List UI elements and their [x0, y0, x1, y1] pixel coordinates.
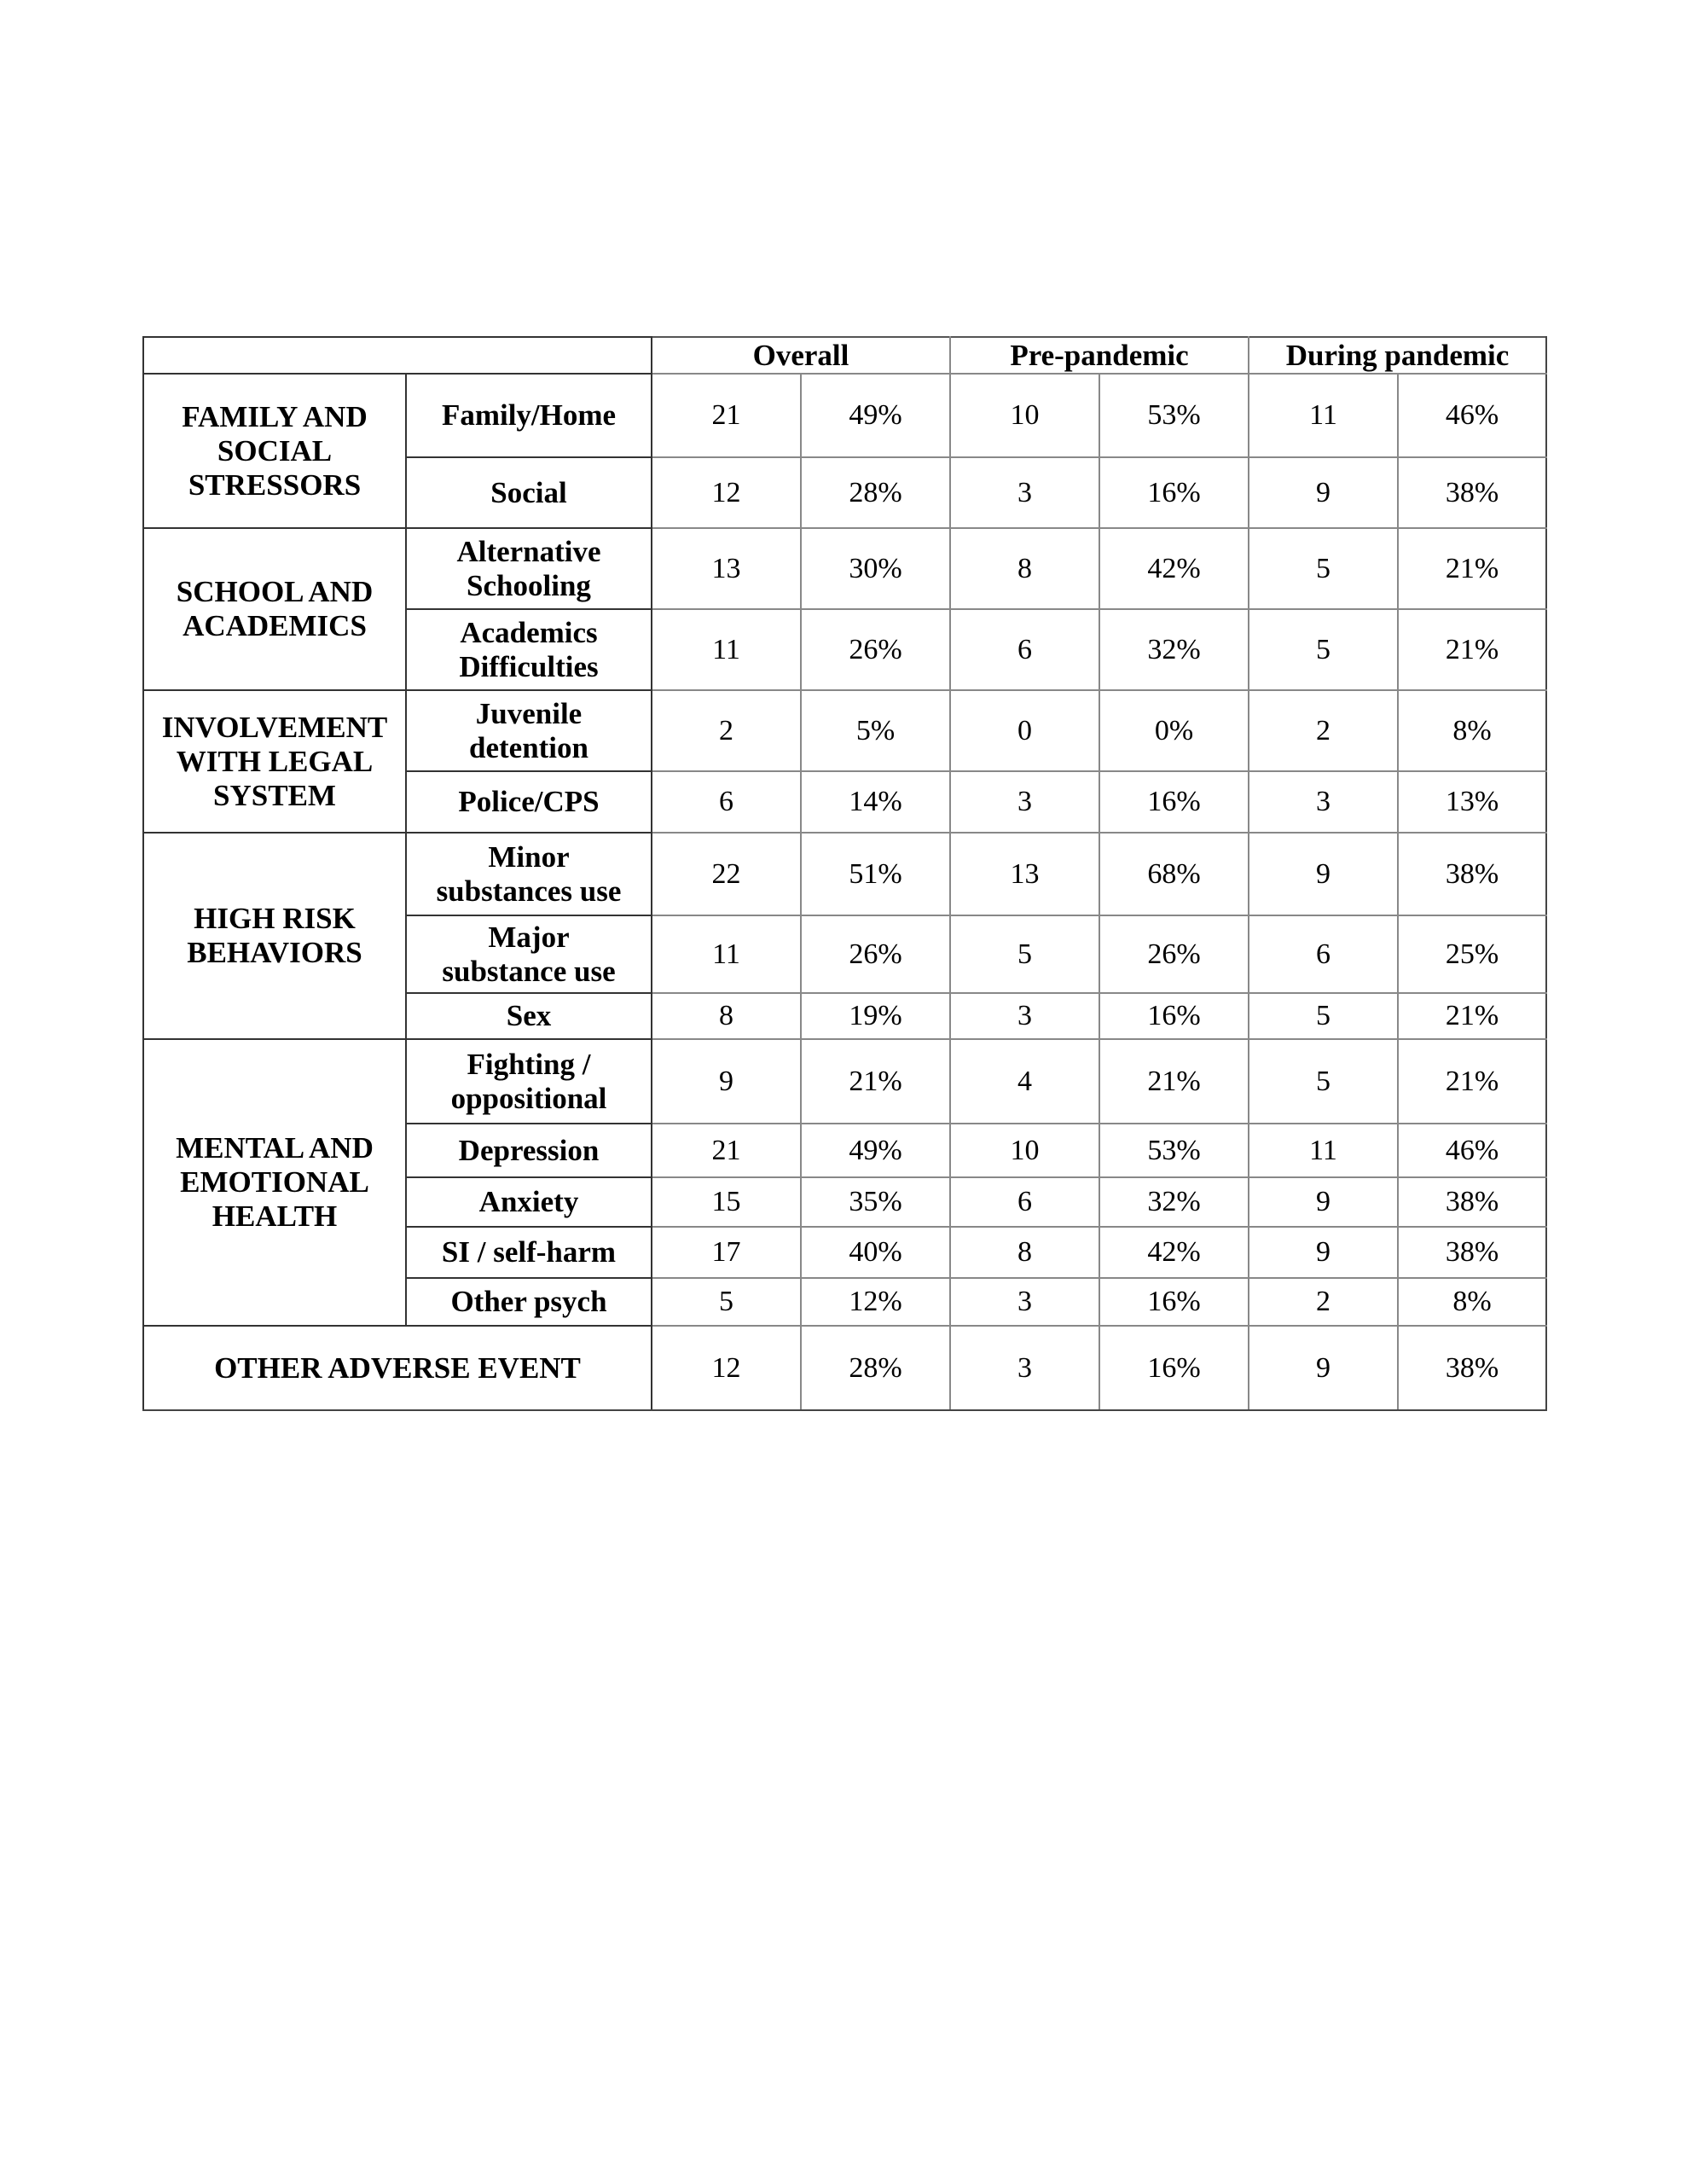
percent-cell: 21% — [1099, 1039, 1249, 1124]
row-label-cell — [406, 1227, 652, 1278]
header-pre-pandemic: Pre-pandemic — [950, 337, 1249, 374]
adverse-events-table — [142, 336, 1547, 1411]
percent-cell: 38% — [1398, 833, 1546, 915]
count-cell: 8 — [652, 993, 801, 1039]
percent-cell: 42% — [1099, 528, 1249, 609]
count-cell: 8 — [950, 528, 1099, 609]
percent-cell: 12% — [801, 1278, 950, 1326]
percent-cell: 32% — [1099, 1177, 1249, 1227]
row-label-cell — [406, 1177, 652, 1227]
percent-cell: 38% — [1398, 1227, 1546, 1278]
row-label-cell — [406, 833, 652, 915]
percent-cell: 53% — [1099, 1124, 1249, 1177]
count-cell: 9 — [1249, 833, 1398, 915]
percent-cell: 46% — [1398, 374, 1546, 457]
count-cell: 11 — [652, 609, 801, 690]
percent-cell: 21% — [1398, 528, 1546, 609]
row-label: Depression — [458, 1133, 600, 1167]
table-row — [143, 1039, 1546, 1124]
percent-cell: 19% — [801, 993, 950, 1039]
count-cell: 3 — [950, 1278, 1099, 1326]
count-cell: 0 — [950, 690, 1099, 771]
count-cell: 21 — [652, 374, 801, 457]
percent-cell: 8% — [1398, 1278, 1546, 1326]
count-cell: 5 — [950, 915, 1099, 993]
count-cell: 5 — [1249, 1039, 1398, 1124]
percent-cell: 53% — [1099, 374, 1249, 457]
percent-cell: 16% — [1099, 1326, 1249, 1410]
percent-cell: 26% — [801, 915, 950, 993]
count-cell: 6 — [652, 771, 801, 833]
row-label-cell — [406, 771, 652, 833]
percent-cell: 49% — [801, 374, 950, 457]
percent-cell: 16% — [1099, 771, 1249, 833]
percent-cell: 28% — [801, 457, 950, 528]
count-cell: 2 — [1249, 1278, 1398, 1326]
count-cell: 3 — [950, 457, 1099, 528]
row-label: Major substance use — [442, 920, 616, 988]
table-row — [143, 833, 1546, 915]
percent-cell: 51% — [801, 833, 950, 915]
percent-cell: 26% — [1099, 915, 1249, 993]
percent-cell: 21% — [801, 1039, 950, 1124]
percent-cell: 14% — [801, 771, 950, 833]
percent-cell: 0% — [1099, 690, 1249, 771]
count-cell: 2 — [1249, 690, 1398, 771]
percent-cell: 26% — [801, 609, 950, 690]
count-cell: 10 — [950, 374, 1099, 457]
category-cell — [143, 1039, 406, 1326]
category-label: INVOLVEMENT WITH LEGAL SYSTEM — [161, 710, 388, 812]
percent-cell: 16% — [1099, 1278, 1249, 1326]
count-cell: 4 — [950, 1039, 1099, 1124]
count-cell: 9 — [1249, 1177, 1398, 1227]
percent-cell: 35% — [801, 1177, 950, 1227]
category-label: HIGH RISK BEHAVIORS — [187, 902, 362, 969]
count-cell: 6 — [1249, 915, 1398, 993]
percent-cell: 8% — [1398, 690, 1546, 771]
count-cell: 9 — [1249, 457, 1398, 528]
percent-cell: 21% — [1398, 609, 1546, 690]
count-cell: 10 — [950, 1124, 1099, 1177]
row-label-cell — [406, 690, 652, 771]
percent-cell: 49% — [801, 1124, 950, 1177]
percent-cell: 38% — [1398, 1326, 1546, 1410]
percent-cell: 68% — [1099, 833, 1249, 915]
row-label-cell — [406, 609, 652, 690]
table-row — [143, 374, 1546, 457]
percent-cell: 46% — [1398, 1124, 1546, 1177]
row-label: Police/CPS — [458, 785, 600, 818]
table-row — [143, 528, 1546, 609]
row-label-cell — [406, 457, 652, 528]
count-cell: 5 — [1249, 528, 1398, 609]
count-cell: 3 — [950, 993, 1099, 1039]
count-cell: 6 — [950, 609, 1099, 690]
count-cell: 6 — [950, 1177, 1099, 1227]
row-label-cell — [406, 1039, 652, 1124]
row-label: Academics Difficulties — [459, 615, 599, 683]
table-row-other-adverse-event — [143, 1326, 1546, 1410]
row-label: Alternative Schooling — [456, 534, 601, 602]
percent-cell: 38% — [1398, 1177, 1546, 1227]
header-row — [143, 337, 1546, 374]
row-label-cell — [406, 915, 652, 993]
count-cell: 11 — [652, 915, 801, 993]
percent-cell: 16% — [1099, 457, 1249, 528]
count-cell: 9 — [1249, 1326, 1398, 1410]
percent-cell: 5% — [801, 690, 950, 771]
row-label-cell — [406, 374, 652, 457]
percent-cell: 25% — [1398, 915, 1546, 993]
category-label: SCHOOL AND ACADEMICS — [176, 575, 374, 642]
header-overall: Overall — [652, 337, 950, 374]
count-cell: 8 — [950, 1227, 1099, 1278]
percent-cell: 21% — [1398, 1039, 1546, 1124]
category-cell — [143, 690, 406, 833]
percent-cell: 40% — [801, 1227, 950, 1278]
row-label-cell — [406, 1124, 652, 1177]
row-label-cell — [406, 993, 652, 1039]
header-blank-cell — [143, 337, 652, 374]
percent-cell: 32% — [1099, 609, 1249, 690]
row-label: Sex — [506, 999, 552, 1032]
count-cell: 21 — [652, 1124, 801, 1177]
count-cell: 11 — [1249, 374, 1398, 457]
row-label: SI / self-harm — [441, 1235, 617, 1269]
row-label: Fighting / oppositional — [450, 1047, 607, 1115]
count-cell: 12 — [652, 457, 801, 528]
percent-cell: 30% — [801, 528, 950, 609]
category-cell — [143, 833, 406, 1039]
category-cell — [143, 374, 406, 528]
row-label-cell — [406, 528, 652, 609]
percent-cell: 13% — [1398, 771, 1546, 833]
category-cell — [143, 528, 406, 690]
row-label-cell — [406, 1278, 652, 1326]
category-label: FAMILY AND SOCIAL STRESSORS — [182, 399, 368, 502]
other-adverse-event-label: OTHER ADVERSE EVENT — [143, 1326, 652, 1410]
count-cell: 17 — [652, 1227, 801, 1278]
count-cell: 13 — [652, 528, 801, 609]
row-label: Family/Home — [441, 398, 617, 432]
percent-cell: 42% — [1099, 1227, 1249, 1278]
count-cell: 2 — [652, 690, 801, 771]
percent-cell: 28% — [801, 1326, 950, 1410]
row-label: Juvenile detention — [469, 696, 588, 764]
count-cell: 5 — [1249, 993, 1398, 1039]
table-row — [143, 690, 1546, 771]
count-cell: 15 — [652, 1177, 801, 1227]
count-cell: 11 — [1249, 1124, 1398, 1177]
count-cell: 3 — [950, 1326, 1099, 1410]
count-cell: 3 — [1249, 771, 1398, 833]
row-label: Anxiety — [478, 1185, 579, 1218]
count-cell: 9 — [652, 1039, 801, 1124]
row-label: Social — [490, 475, 567, 509]
percent-cell: 16% — [1099, 993, 1249, 1039]
row-label: Other psych — [450, 1285, 607, 1318]
percent-cell: 21% — [1398, 993, 1546, 1039]
count-cell: 3 — [950, 771, 1099, 833]
percent-cell: 38% — [1398, 457, 1546, 528]
row-label: Minor substances use — [436, 839, 622, 908]
count-cell: 9 — [1249, 1227, 1398, 1278]
header-during-pandemic: During pandemic — [1249, 337, 1546, 374]
count-cell: 13 — [950, 833, 1099, 915]
count-cell: 5 — [1249, 609, 1398, 690]
count-cell: 22 — [652, 833, 801, 915]
category-label: MENTAL AND EMOTIONAL HEALTH — [176, 1131, 374, 1233]
count-cell: 12 — [652, 1326, 801, 1410]
count-cell: 5 — [652, 1278, 801, 1326]
